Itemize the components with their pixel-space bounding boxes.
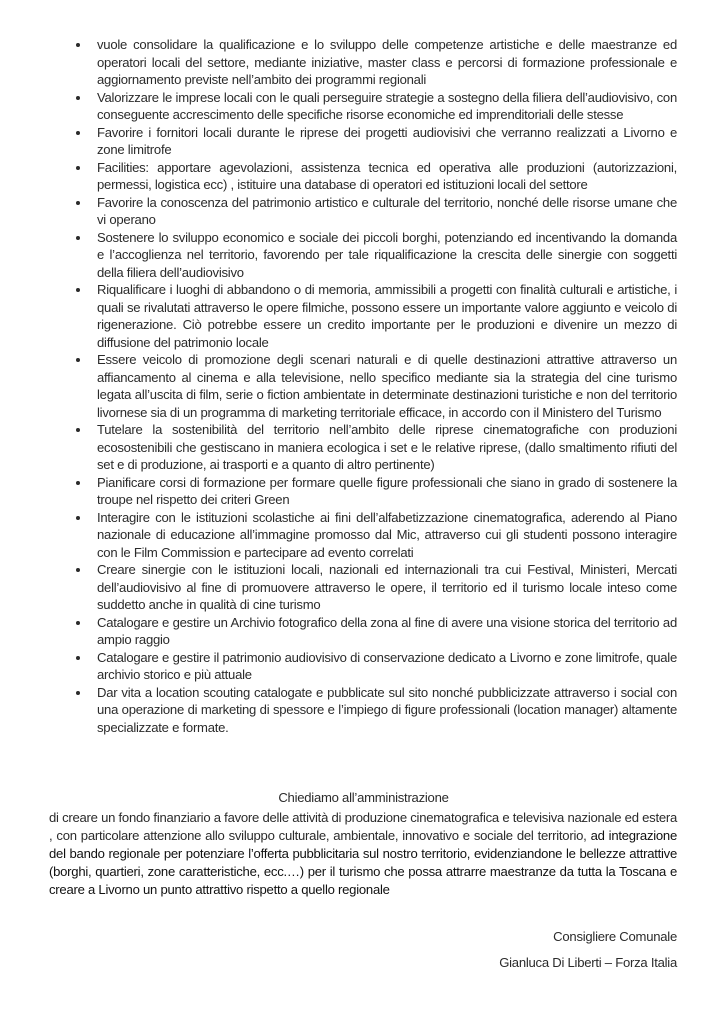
objectives-list xyxy=(97,36,677,736)
bullet-icon xyxy=(76,428,80,432)
bullet-icon xyxy=(76,166,80,170)
bullet-icon xyxy=(76,96,80,100)
bullet-icon xyxy=(76,656,80,660)
bullet-icon xyxy=(76,516,80,520)
list-item xyxy=(97,351,677,421)
signature-role: Consigliere Comunale xyxy=(553,929,677,944)
list-item xyxy=(97,281,677,351)
section-heading: Chiediamo all’amministrazione xyxy=(278,790,449,805)
list-item-text: Tutelare la sostenibilità del territorio nell’ambito delle riprese cinematografiche con produzioni ecosostenibili che gestiscano in maniera ecologica i set e le relative riprese, (dallo smaltimento rifiuti del set e di produzione, ai trasporti e a quanto di altro pertinente) xyxy=(97,422,677,472)
request-paragraph xyxy=(49,809,677,899)
list-item-text: Valorizzare le imprese locali con le quali perseguire strategie a sostegno della filiera dell’audiovisivo, con conseguente accrescimento delle specifiche risorse economiche ed imprenditoriali delle stesse xyxy=(97,89,677,122)
bullet-icon xyxy=(76,568,80,572)
bullet-icon xyxy=(76,691,80,695)
bullet-icon xyxy=(76,131,80,135)
list-item-text: Creare sinergie con le istituzioni locali, nazionali ed internazionali tra cui Festival, Ministeri, Mercati dell’audiovisivo al fine di promuovere attraverso le opere, il territorio ed il turismo locale inteso come suddetto anche in qualità di cine turismo xyxy=(97,562,677,612)
list-item xyxy=(97,36,677,89)
list-item-text: Sostenere lo sviluppo economico e sociale dei piccoli borghi, potenziando ed incentivando la domanda e l’accoglienza nel territorio, favorendo per tale riqualificazione la crescita delle sinergie con soggetti della filiera dell’audiovisivo xyxy=(97,229,677,280)
bullet-icon xyxy=(76,43,80,47)
list-item xyxy=(97,509,677,562)
bullet-icon xyxy=(76,236,80,240)
list-item-text: Dar vita a location scouting catalogate e pubblicate sul sito nonché pubblicizzate attraverso i social con una operazione di marketing di spessore e l’impiego di figure professionali (location manager) altamente specializzate e formate. xyxy=(97,684,677,735)
list-item-text: Interagire con le istituzioni scolastiche ai fini dell’alfabetizzazione cinematografica, aderendo al Piano nazionale di educazione all’immagine promosso dal Mic, attraverso cui gli studenti possono interagire con le Film Commission e partecipare ad evento correlati xyxy=(97,509,677,560)
list-item-text: Facilities: apportare agevolazioni, assistenza tecnica ed operativa alle produzioni (autorizzazioni, permessi, logistica ecc) , istituire una database di operatori ed istituzioni locali del settore xyxy=(97,159,677,192)
list-item xyxy=(97,474,677,509)
bullet-icon xyxy=(76,481,80,485)
list-item xyxy=(97,649,677,684)
bullet-icon xyxy=(76,201,80,205)
list-item xyxy=(97,684,677,737)
list-item xyxy=(97,159,677,194)
request-text-part2: ad integrazione del bando regionale per potenziare l’offerta pubblicitaria sul nostro territorio, evidenziandone le bellezze attrattive (borghi, quartieri, zone caratteristiche, ecc.…) per il turismo che possa attrarre maestranze da tutta la Toscana e creare a Livorno un punto attrattivo rispetto a quello regionale xyxy=(49,828,677,897)
list-item xyxy=(97,229,677,282)
list-item-text: Catalogare e gestire un Archivio fotografico della zona al fine di avere una visione storica del territorio ad ampio raggio xyxy=(97,614,677,647)
list-item xyxy=(97,614,677,649)
bullet-icon xyxy=(76,288,80,292)
bullet-icon xyxy=(76,358,80,362)
list-item-text: Pianificare corsi di formazione per formare quelle figure professionali che siano in grado di sostenere la troupe nel rispetto dei criteri Green xyxy=(97,474,677,507)
request-text-part1: di creare un fondo finanziario a favore delle attività di produzione cinematografica e televisiva nazionale ed estera , con particolare attenzione allo sviluppo culturale, ambientale, innovativo e sociale del territorio, xyxy=(49,810,678,843)
bullet-icon xyxy=(76,621,80,625)
list-item-text: Catalogare e gestire il patrimonio audiovisivo di conservazione dedicato a Livorno e zone limitrofe, quale archivio storico e più attuale xyxy=(97,649,677,682)
signature-name: Gianluca Di Liberti – Forza Italia xyxy=(499,955,677,970)
list-item xyxy=(97,421,677,474)
list-item xyxy=(97,194,677,229)
list-item-text: Essere veicolo di promozione degli scenari naturali e di quelle destinazioni attrattive attraverso un affiancamento al cinema e alla televisione, nello specifico mediante sia la strategia del cine turismo legata all’uscita di film, serie o fiction ambientate in determinate destinazioni turistiche e non del territorio livornese sia di un programma di marketing territoriale efficace, in accordo con il Ministero del Turismo xyxy=(97,352,677,420)
list-item xyxy=(97,561,677,614)
list-item-text: Riqualificare i luoghi di abbandono o di memoria, ammissibili a progetti con finalità culturali e artistiche, i quali se rivalutati attraverso le opere filmiche, possono essere un importante valore aggiunto e veicolo di rigenerazione. Ciò potrebbe essere un credito importante per le produzioni e divenire un mezzo di diffusione del patrimonio locale xyxy=(97,282,677,350)
list-item-text: Favorire i fornitori locali durante le riprese dei progetti audiovisivi che verranno realizzati a Livorno e zone limitrofe xyxy=(97,124,677,157)
list-item xyxy=(97,89,677,124)
list-item-text: vuole consolidare la qualificazione e lo sviluppo delle competenze artistiche e delle maestranze ed operatori locali del settore, mediante iniziative, master class e percorsi di formazione professionale e aggiornamento previste nell’ambito dei programmi regionali xyxy=(97,37,677,87)
list-item-text: Favorire la conoscenza del patrimonio artistico e culturale del territorio, nonché delle risorse umane che vi operano xyxy=(97,194,677,227)
list-item xyxy=(97,124,677,159)
